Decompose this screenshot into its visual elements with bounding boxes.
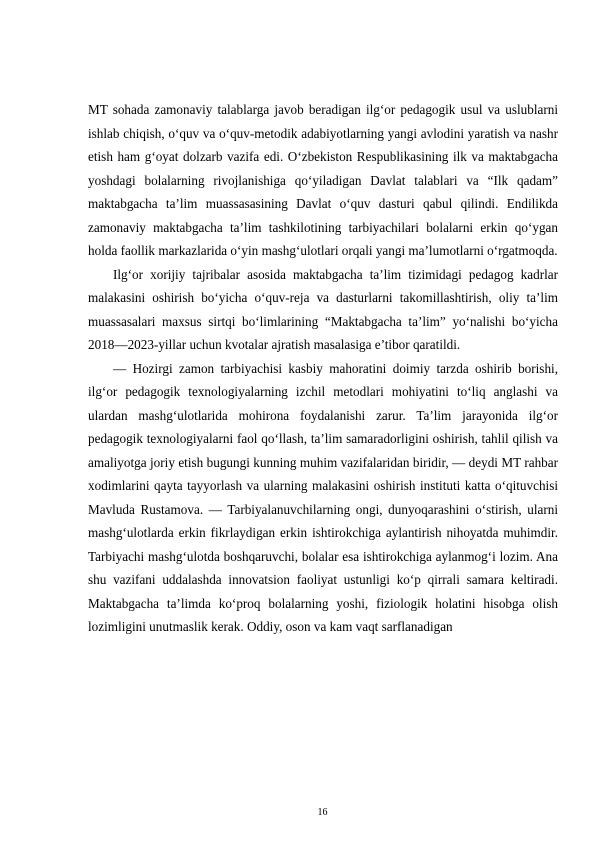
paragraph-1: MT sohada zamonaviy talablarga javob beradigan ilg‘or pedagogik usul va uslublarni ishlab chiqish, o‘quv va o‘quv-metodik adabiyotlarning yangi avlodini yaratish va nashr etish ham g‘oyat dolzarb vazifa edi. O‘zbekiston Respublikasining ilk va maktabgacha yoshdagi bolalarning rivojlanishiga qo‘yiladigan Davlat talablari va “Ilk qadam” maktabgacha ta’lim muassasasining Davlat o‘quv dasturi qabul qilindi. Endilikda zamonaviy maktabgacha ta’lim tashkilotining tarbiyachilari bolalarni erkin qo‘ygan holda faollik markazlarida o‘yin mashg‘ulotlari orqali yangi ma’lumotlarni o‘rgatmoqda.	[88, 102, 558, 258]
paragraph-2: Ilg‘or xorijiy tajribalar asosida maktabgacha ta’lim tizimidagi pedagog kadrlar malakasini oshirish bo‘yicha o‘quv-reja va dasturlarni takomillashtirish, oliy ta’lim muassasalari maxsus sirtqi bo‘limlarining “Maktabgacha ta’lim” yo‘nalishi bo‘yicha 2018—2023-yillar uchun kvotalar ajratish masalasiga e’tibor qaratildi.	[88, 266, 558, 352]
document-body	[88, 98, 558, 639]
page-number: 16	[317, 807, 328, 818]
paragraph-3: — Hozirgi zamon tarbiyachisi kasbiy mahoratini doimiy tarzda oshirib borishi, ilg‘or pedagogik texnologiyalarning izchil metodlari mohiyatini to‘liq anglashi va ulardan mashg‘ulotlarida mohirona foydalanishi zarur. Ta’lim jarayonida ilg‘or pedagogik texnologiyalarni faol qo‘llash, ta’lim samaradorligini oshirish, tahlil qilish va amaliyotga joriy etish bugungi kunning muhim vazifalaridan biridir, — deydi MT rahbar xodimlarini qayta tayyorlash va ularning malakasini oshirish instituti katta o‘qituvchisi Mavluda Rustamova. — Tarbiyalanuvchilarning ongi, dunyoqarashini o‘stirish, ularni mashg‘ulotlarda erkin fikrlaydigan erkin ishtirokchiga aylantirish nihoyatda muhimdir. Tarbiyachi mashg‘ulotda boshqaruvchi, bolalar esa ishtirokchiga aylanmog‘i lozim. Ana shu vazifani uddalashda innovatsion faoliyat ustunligi ko‘p qirrali samara keltiradi. Maktabgacha ta’limda ko‘proq bolalarning yoshi, fiziologik holatini hisobga olish lozimligini unutmaslik kerak. Oddiy, oson va kam vaqt sarflanadigan	[88, 360, 558, 634]
